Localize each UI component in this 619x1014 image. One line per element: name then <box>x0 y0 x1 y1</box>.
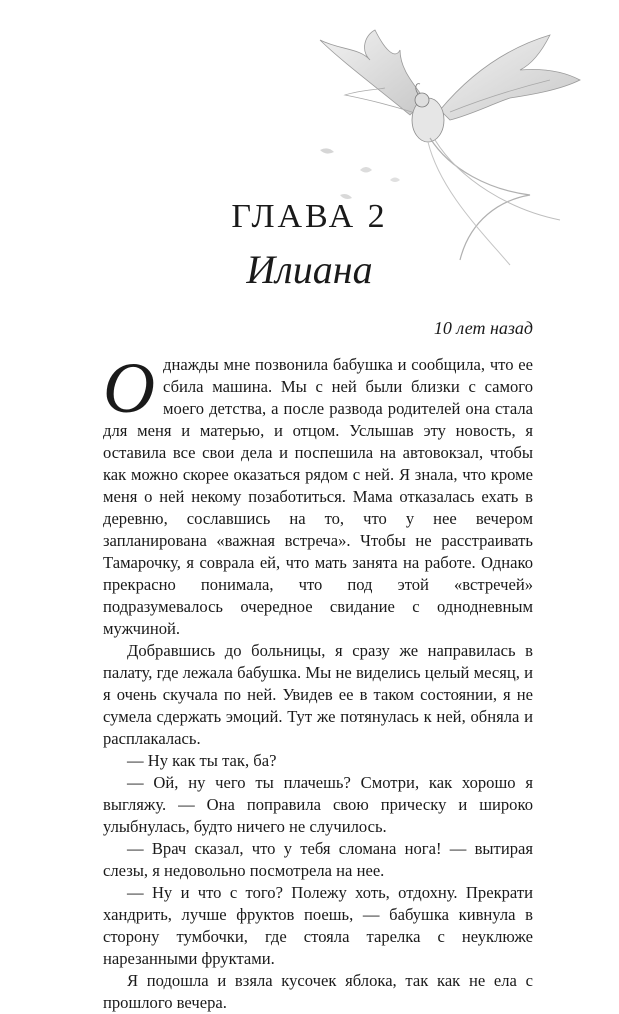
chapter-number: ГЛАВА 2 <box>231 198 388 235</box>
time-note: 10 лет назад <box>433 318 533 338</box>
paragraph: — Ну и что с того? Полежу хоть, отдохну. Прекрати хандрить, лучше фруктов поешь, — бабушка кивнула в сторону тумбочки, где стояла тарелка с неуклюже нарезанными фруктами. <box>103 883 533 968</box>
chapter-title: Илиана <box>246 247 373 292</box>
paragraph: — Врач сказал, что у тебя сломана нога! — вытирая слезы, я недовольно посмотрела на нее. <box>103 839 533 880</box>
paragraph: — Ой, ну чего ты плачешь? Смотри, как хорошо я выгляжу. — Она поправила свою прическу и широко улыбнулась, будто ничего не случилось. <box>103 773 533 836</box>
paragraph-text: днажды мне позвонила бабушка и сообщила, что ее сбила машина. Мы с ней были близки с самого моего детства, а после развода родителей она стала для меня и матерью, и отцом. Услышав эту новость, я оставила все свои дела и поспешила на автовокзал, чтобы как можно скорее оказаться рядом с ней. Я знала, что кроме меня о ней некому позаботиться. Мама отказалась ехать в деревню, сославшись на то, что у нее вечером запланирована «важная встреча». Чтобы не расстраивать Тамарочку, я соврала ей, что мать занята на работе. Однако прекрасно понимала, что под этой «встречей» подразумевалось очередное свидание с однодневным мужчиной. <box>103 355 533 638</box>
paragraph <box>103 348 533 640</box>
paragraph: Добравшись до больницы, я сразу же направилась в палату, где лежала бабушка. Мы не виделись целый месяц, и я очень скучала по ней. Увидев ее в таком состоянии, я не сумела сдержать эмоций. Тут же потянулась к ней, обняла и расплакалась. <box>103 641 533 748</box>
paragraph: Я подошла и взяла кусочек яблока, так как не ела с прошлого вечера. <box>103 971 533 1012</box>
paragraph: — Ну как ты так, ба? <box>127 751 277 770</box>
body-text <box>103 348 533 1014</box>
drop-cap: О <box>103 348 155 428</box>
